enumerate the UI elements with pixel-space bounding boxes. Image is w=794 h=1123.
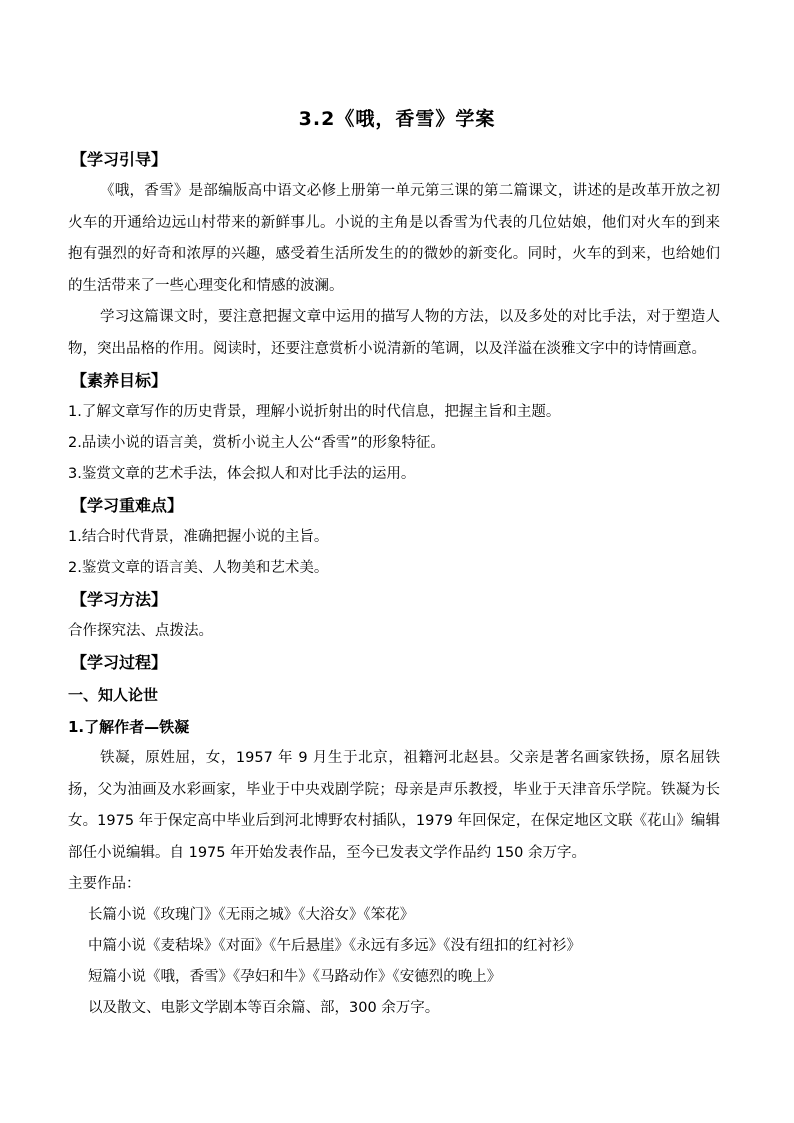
works-novels: 长篇小说《玫瑰门》《无雨之城》《大浴女》《笨花》 <box>88 907 415 923</box>
document-body <box>68 144 720 1024</box>
author-bio-paragraph: 铁凝，原姓屈，女，1957 年 9 月生于北京，祖籍河北赵县。父亲是著名画家铁扬，原名屈铁扬，父为油画及水彩画家，毕业于中央戏剧学院；母亲是声乐教授，毕业于天津音乐学院。铁凝为长女。1975 年于保定高中毕业后到河北博野农村插队，1979 年回保定，在保定地区文联《花山》编辑部任小说编辑。自 1975 年开始发表作品，至今已发表文学作品约 150 余万字。 <box>68 750 720 861</box>
goal-item-2: 2.品读小说的语言美，赏析小说主人公“香雪”的形象特征。 <box>68 435 445 451</box>
author-subheading: 1.了解作者—铁凝 <box>68 718 190 736</box>
guide-paragraph-1: 《哦，香雪》是部编版高中语文必修上册第一单元第三课的第二篇课文，讲述的是改革开放之初火车的开通给边远山村带来的新鲜事儿。小说的主角是以香雪为代表的几位姑娘，他们对火车的到来抱有强烈的好奇和浓厚的兴趣，感受着生活所发生的的微妙的新变化。同时，火车的到来，也给她们的生活带来了一些心理变化和情感的波澜。 <box>68 183 720 294</box>
works-novellas: 中篇小说《麦秸垛》《对面》《午后悬崖》《永远有多远》《没有纽扣的红衬衫》 <box>88 938 581 954</box>
goal-item-1: 1.了解文章写作的历史背景，理解小说折射出的时代信息，把握主旨和主题。 <box>68 404 561 420</box>
document-title: 3.2《哦，香雪》学案 <box>298 108 496 130</box>
key-point-item-2: 2.鉴赏文章的语言美、人物美和艺术美。 <box>68 560 329 576</box>
methods-text: 合作探究法、点拨法。 <box>68 623 213 639</box>
works-short-stories: 短篇小说《哦，香雪》《孕妇和牛》《马路动作》《安德烈的晚上》 <box>88 969 502 985</box>
section-heading-process: 【学习过程】 <box>71 653 168 672</box>
goal-item-3: 3.鉴赏文章的艺术手法，体会拟人和对比手法的运用。 <box>68 466 416 482</box>
works-label: 主要作品： <box>68 876 141 892</box>
key-point-item-1: 1.结合时代背景，准确把握小说的主旨。 <box>68 529 329 545</box>
section-heading-goals: 【素养目标】 <box>71 371 168 390</box>
part-one-heading: 一、知人论世 <box>68 686 159 704</box>
section-heading-methods: 【学习方法】 <box>71 590 168 609</box>
guide-paragraph-2: 学习这篇课文时，要注意把握文章中运用的描写人物的方法，以及多处的对比手法，对于塑造人物，突出品格的作用。阅读时，还要注意赏析小说清新的笔调，以及洋溢在淡雅文字中的诗情画意。 <box>68 309 720 357</box>
section-heading-key-points: 【学习重难点】 <box>71 496 184 515</box>
section-heading-guide: 【学习引导】 <box>71 150 168 169</box>
works-other: 以及散文、电影文学剧本等百余篇、部，300 余万字。 <box>88 1000 440 1016</box>
